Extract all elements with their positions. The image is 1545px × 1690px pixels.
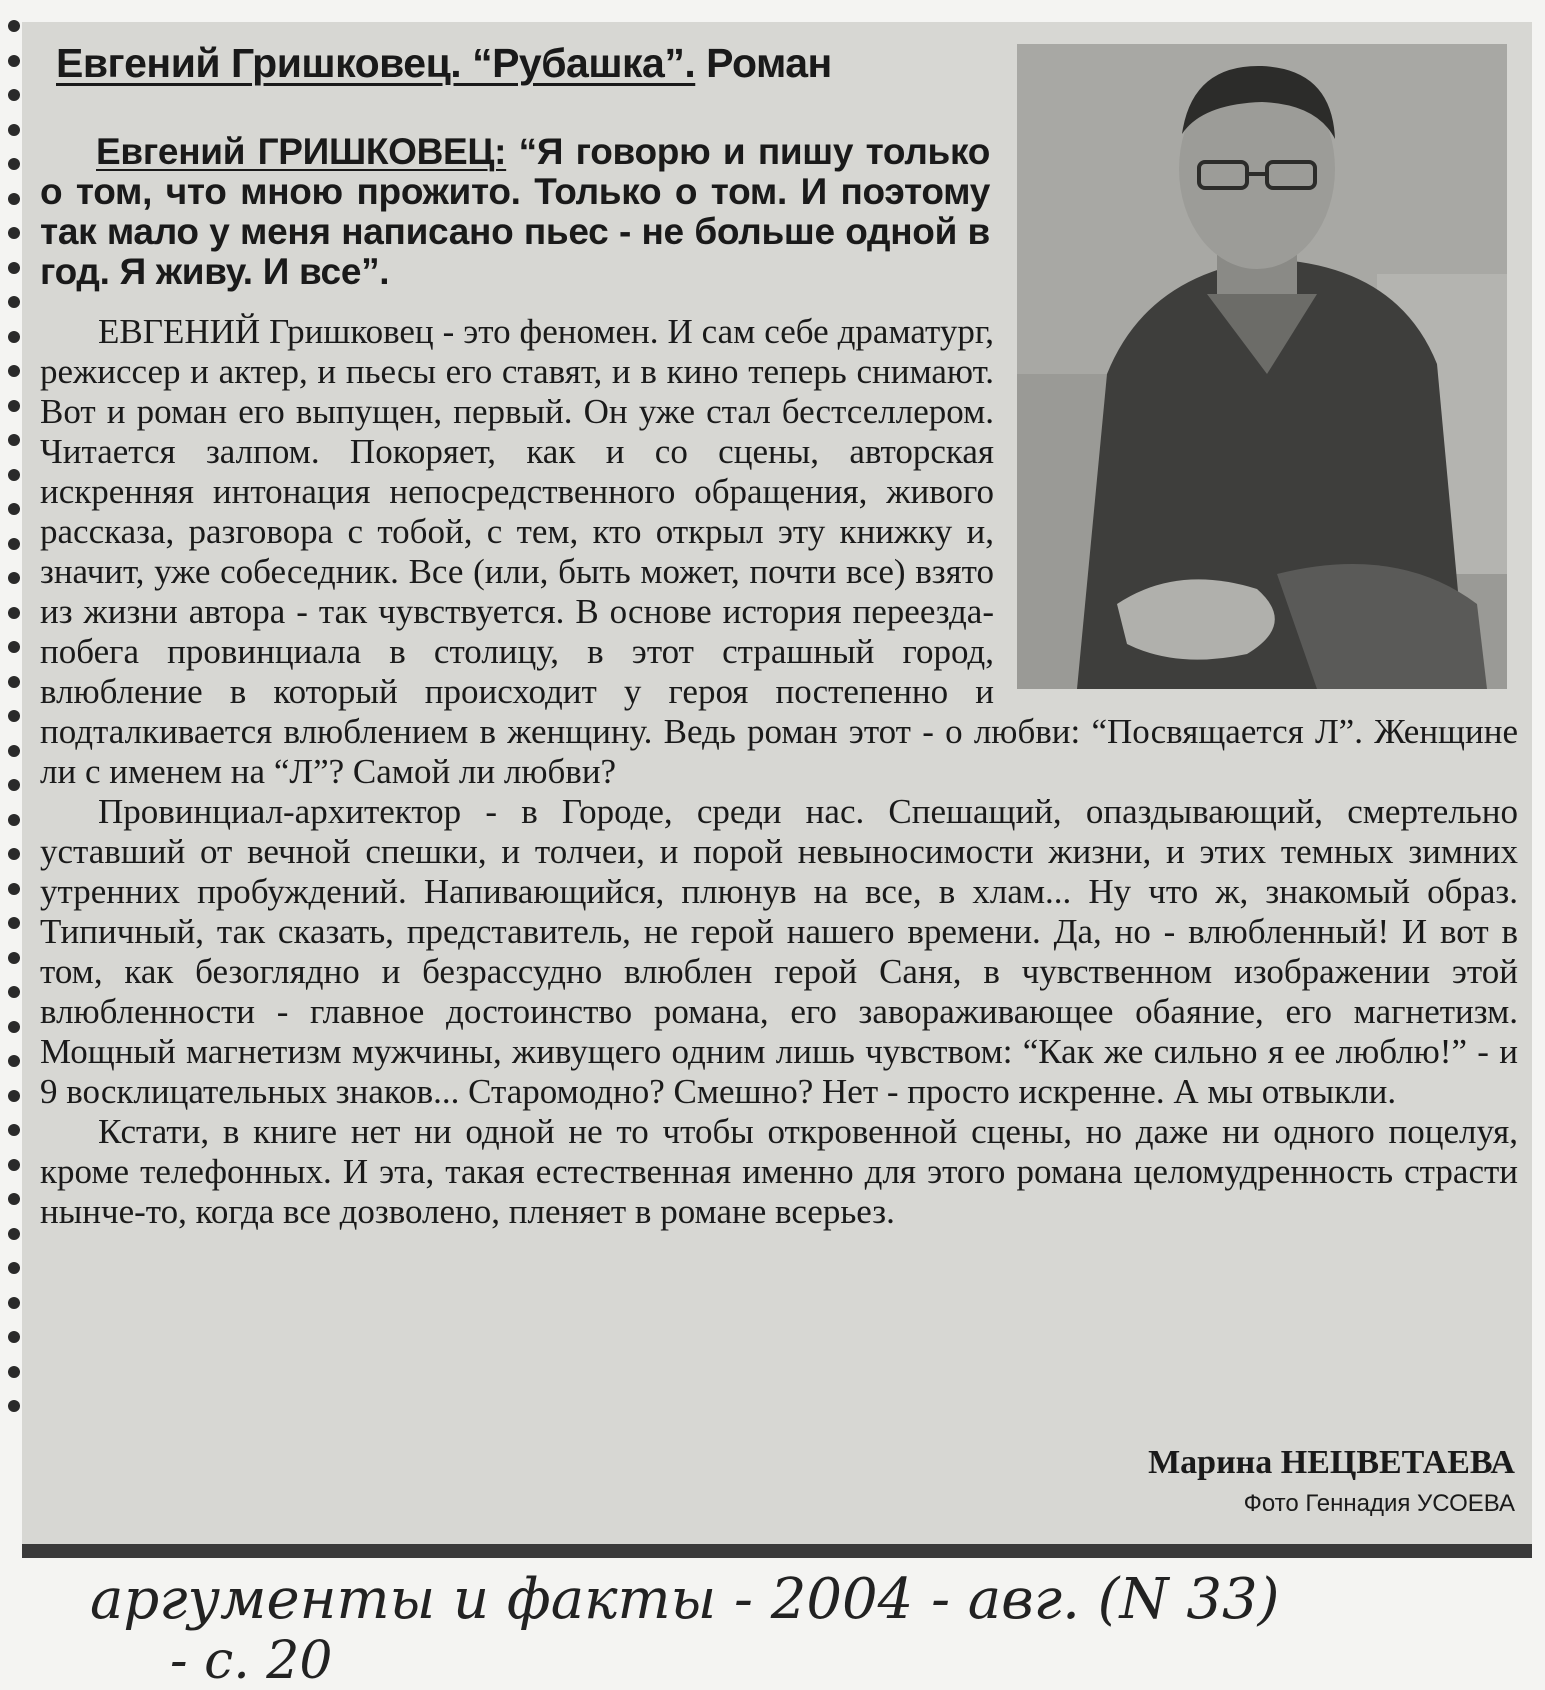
paragraph: ЕВГЕНИЙ Гришковец - это феномен. И сам себе драматург, режиссер и актер, и пьесы его ставят, и в кино теперь снимают. Вот и роман его выпущен, первый. Он уже стал бестселлером. Читается залпом. Покоряет, как и со сцены, авторская искренняя интонация непосредственного обращения, живого рассказа, разговора с тобой, с тем, кто открыл эту книжку и, значит, уже собеседник. Все (или, быть может, почти все) взято из жизни автора - так чувствуется. В основе история переезда-побега провинциала в столицу, в этот страшный город, влюбление в который происходит у героя постепенно и подталкивается влюблением в женщину. Ведь роман этот - о любви: “Посвящается Л”. Женщине ли с именем на “Л”? Самой ли любви? <box>40 312 1518 791</box>
binder-hole <box>8 641 20 653</box>
photo-credit: Фото Геннадия УСОЕВА <box>1243 1490 1515 1517</box>
handwritten-line-2: - с. 20 <box>170 1631 333 1685</box>
quote-speaker: Евгений ГРИШКОВЕЦ: <box>96 131 507 172</box>
article-heading <box>56 40 986 87</box>
binder-hole <box>8 1228 20 1240</box>
heading-genre: Роман <box>695 40 832 86</box>
binder-hole <box>8 607 20 619</box>
binder-hole <box>8 1262 20 1274</box>
binder-hole <box>8 917 20 929</box>
binder-hole <box>8 55 20 67</box>
binder-hole <box>8 434 20 446</box>
article-body <box>40 312 1518 1232</box>
binder-hole <box>8 779 20 791</box>
binder-hole <box>8 1090 20 1102</box>
heading-title: Евгений Гришковец. “Рубашка”. <box>56 40 696 86</box>
binder-hole <box>8 538 20 550</box>
author-byline: Марина НЕЦВЕТАЕВА <box>1148 1444 1515 1481</box>
binder-hole <box>8 296 20 308</box>
binder-hole <box>8 572 20 584</box>
binder-hole <box>8 676 20 688</box>
binder-hole <box>8 331 20 343</box>
binder-hole <box>8 158 20 170</box>
binder-hole <box>8 89 20 101</box>
binder-hole <box>8 503 20 515</box>
binder-hole <box>8 1366 20 1378</box>
binder-hole <box>8 400 20 412</box>
bottom-rule <box>22 1544 1532 1558</box>
handwritten-source-note <box>90 1560 1530 1685</box>
lead-quote <box>40 132 990 292</box>
binder-hole <box>8 262 20 274</box>
handwritten-line-1: аргументы и факты - 2004 - авг. (N 33) <box>90 1567 1280 1632</box>
binder-hole <box>8 1400 20 1412</box>
binder-hole <box>8 469 20 481</box>
binder-hole <box>8 1055 20 1067</box>
binder-hole <box>8 1159 20 1171</box>
binder-hole <box>8 1021 20 1033</box>
binder-hole <box>8 1297 20 1309</box>
binder-hole <box>8 986 20 998</box>
binder-hole <box>8 814 20 826</box>
binder-hole <box>8 1193 20 1205</box>
binder-hole <box>8 1124 20 1136</box>
binder-hole <box>8 710 20 722</box>
binder-hole <box>8 1331 20 1343</box>
binder-hole <box>8 124 20 136</box>
binder-hole <box>8 952 20 964</box>
binder-hole <box>8 745 20 757</box>
binder-hole <box>8 227 20 239</box>
photo-wrap-space <box>994 312 1518 687</box>
binder-hole <box>8 193 20 205</box>
paragraph: Провинциал-архитектор - в Городе, среди нас. Спешащий, опаздывающий, смертельно уставший от вечной спешки, и толчеи, и порой невыносимости жизни, и этих темных зимних утренних пробуждений. Напивающийся, плюнув на все, в хлам... Ну что ж, знакомый образ. Типичный, так сказать, представитель, не герой нашего времени. Да, но - влюбленный! И вот в том, как безоглядно и безрассудно влюблен герой Саня, в чувственном изображении этой влюбленности - главное достоинство романа, его завораживающее обаяние, его магнетизм. Мощный магнетизм мужчины, живущего одним лишь чувством: “Как же сильно я ее люблю!” - и 9 восклицательных знаков... Старомодно? Смешно? Нет - просто искренне. А мы отвыкли. <box>40 792 1518 1111</box>
paragraph: Кстати, в книге нет ни одной не то чтобы откровенной сцены, но даже ни одного поцелуя, кроме телефонных. И эта, такая естественная именно для этого романа целомудренность страсти нынче-то, когда все дозволено, пленяет в романе всерьез. <box>40 1112 1518 1231</box>
binder-hole <box>8 365 20 377</box>
binder-hole <box>8 848 20 860</box>
binder-hole <box>8 20 20 32</box>
binder-hole <box>8 883 20 895</box>
quote-text: “Я говорю и пишу только о том, что мною прожито. Только о том. И поэтому так мало у меня написано пьес - не больше одной в год. Я живу. И все”. <box>40 131 990 292</box>
